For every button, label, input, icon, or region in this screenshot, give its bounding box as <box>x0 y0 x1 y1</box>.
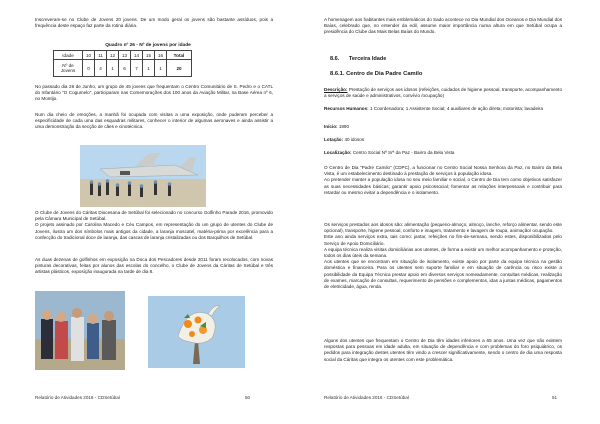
table-cell: 4 <box>95 60 107 77</box>
table-cell: 11 <box>95 51 107 60</box>
table-cell: 1 <box>143 60 155 77</box>
subsection-heading: 8.6.1. Centro de Dia Padre Camilo <box>330 71 423 77</box>
section-number: 8.6. <box>330 56 340 62</box>
table-header-count: Nº de Jovens <box>54 60 83 77</box>
table-cell: 6 <box>119 60 131 77</box>
description-text: Prestação de serviços aos idosos (refeições, cuidados de higiene pessoal, transporte, acompanhamento a serviços de saúde e administrativos, convívio /ocupação) <box>324 87 563 99</box>
location-row <box>324 150 562 156</box>
table-cell: 13 <box>119 51 131 60</box>
body-paragraph-1: O Centro de Dia "Padre Camilo" (CDPC), a funcionar no Centro Social Nossa Senhora da Paz, no Bairro da Bela Vista, é um estabelecimento destinado à prestação de serviços à população idosa. Ao pretender manter a população idosa no seu meio familiar e social, o Centro de Dia tem como objetivos satisfazer as suas necessidades básicas; garantir apoio psicossocial; fomentar as relações interpessoais e contribuir para retardar ou mesmo evitar a dependência e o isolamento. <box>324 165 562 195</box>
location-label: Localização: <box>324 150 352 155</box>
body-paragraph-3: Alguns dos utentes que frequentam o Centro de Dia têm idades inferiores a 65 anos. Uma vez que não existem respostas para pessoas em idade adulta, em situação de dependência e com problemas do foro psiquiátrico, os pedidos para integração destes utentes têm vindo a crescer significativamente, sendo o centro de dia uma resposta social da Cáritas que integra os utentes com este problemática. <box>324 338 562 362</box>
table-cell: 14 <box>131 51 143 60</box>
human-resources-label: Recursos Humanos: <box>324 106 369 111</box>
intro-paragraph: Inscreveram-se no Clube de Jovens 20 jovens. De um modo geral os jovens são bastante assíduos, pois a frequência deste espaço faz parte da rotina diária. <box>35 17 273 29</box>
table-row <box>54 60 192 77</box>
capacity-text: 40 idosos <box>344 137 365 142</box>
table-cell: 16 <box>155 51 167 60</box>
group-photo-svg <box>35 291 125 370</box>
dolphins-paragraph: O Clube de Jovens do Cáritas Diocesana de Setúbal foi selecionado no concurso Golfinho Parade 2016, promovido pela Câmara Municipal de Setúbal. O projeto assinado por Carolina Macedo e Céu Campos, em representação do um grupo de utentes do Clube de Jovens, ilustra um dos símbolos mais antigos da cidade, a laranja moscatel, matéria-prima por excelência para a confecção do tradicional doce de laranja, das cascas de laranja cristalizadas ou dos Barquilhos de Setúbal. <box>35 210 273 240</box>
page-number: 50 <box>245 395 251 400</box>
table-cell: 7 <box>131 60 143 77</box>
description-row <box>324 87 562 99</box>
aircraft-photo <box>80 145 206 207</box>
table-cell: 1 <box>107 60 119 77</box>
dolphin-sculpture-svg <box>148 296 245 368</box>
tribute-paragraph: A homenagem aos habitantes mais emblemáticos do Sado acontece no Dia Mundial dos Oceanos e Dia Mundial dos Baías, celebrado que, no entender da edil, assume maior importância numa altura em que Setúbal ocupa a presidência do Clube das Mais Belas Baías do Mundo. <box>324 17 562 35</box>
table-header-total: Total <box>167 51 192 60</box>
aircraft-photo-svg <box>80 145 206 207</box>
footer-title: Relatório de Atividades 2016 - CDSetúbal <box>35 395 120 400</box>
description-label: Descrição: <box>324 87 348 92</box>
human-resources-row <box>324 106 562 112</box>
table-header-age: Idade <box>54 51 83 60</box>
tens-paragraph: As duas dezenas de golfinhos em exposição na Doca dos Pescadores desde 2011 foram recolocados, com novas pinturas decorativas, feitas por alunos das escolas do concelho, o Clube de Jovens da Cáritas de Setúbal e três artistas plásticos, exposição inaugurada na tarde de dia 8. <box>35 257 273 275</box>
group-photo <box>35 291 125 370</box>
location-text: Centro Social Nª Srª da Paz - Bairro da Bela Vista <box>352 150 455 155</box>
start-row <box>324 124 562 130</box>
section-title: Terceira Idade <box>348 56 387 62</box>
age-table <box>53 50 192 77</box>
section-heading <box>330 56 386 62</box>
table-cell: 0 <box>83 60 95 77</box>
table-cell: 1 <box>155 60 167 77</box>
flight-paragraph: Num dia cheio de emoções, a manhã foi ocupada com visitas a uma exposição, onde puderam perceber a especificidade de cada uma das esquadras militares, conhecer o interior de algumas aeronaves e ainda assistir a uma demonstração da secção de cães e cinotécnica. <box>35 112 273 130</box>
table-caption: Quadro nº 26 - Nº de jovens por idade <box>105 43 191 48</box>
page-51 <box>300 0 600 424</box>
table-row <box>54 51 192 60</box>
capacity-row <box>324 137 562 143</box>
start-label: Início: <box>324 124 338 129</box>
table-cell: 12 <box>107 51 119 60</box>
human-resources-text: 1 Coordenadora; 1 Assistente Social; 4 auxiliares de ação direta; motorista; lavadeira <box>369 106 544 111</box>
table-cell: 10 <box>83 51 95 60</box>
capacity-label: Lotação: <box>324 137 344 142</box>
start-text: 1990 <box>338 124 350 129</box>
page-number: 51 <box>552 395 558 400</box>
dolphin-sculpture-photo <box>148 296 245 368</box>
footer-title: Relatório de Atividades 2016 - CDSetúbal <box>324 395 409 400</box>
table-cell: 15 <box>143 51 155 60</box>
body-paragraph-2: Os serviços prestados aos idosos são: alimentação (pequeno-almoço, almoço, lanche, reforço alimentar, sendo este opcional), transporte, higiene pessoal, conforto e imagem, tratamento e lavagem de roupa, animação/ ocupação. Este ano ainda serviços extra, tais como: jantar, refeições no fim-de-semana, sendo estes, disponibilizados pelo Serviço de Apoio Domiciliário. A equipa técnica realiza visitas domiciliárias aos utentes, de forma a existir um melhor acompanhamento e proteção, todos os dias úteis da semana. Aos utentes que se encontram em situação de isolamento, existe apoio por parte da equipa técnica na gestão doméstica e financeira. Para os utentes sem suporte familiar e em situação de carência ou risco existe a possibilidade da Equipa Técnica prestar apoio em diversos serviços nomeadamente, consultas médicas, realização de exames, marcação de consultas, requerimento de pensões e complementos, idas a juntas médicas, pagamentos de eletricidade, água, renda. <box>324 222 562 290</box>
table-cell-total: 20 <box>167 60 192 77</box>
june-paragraph: No passado dia 26 de Junho, um grupo de 45 jovens que frequentam o Centro Comunitário de S. Pedro e o CATL do Infantário "O Cogumelo", participaram nas Comemorações dos 100 anos da Aviação Militar, na Base Aérea nº 6, no Montijo. <box>35 84 273 102</box>
